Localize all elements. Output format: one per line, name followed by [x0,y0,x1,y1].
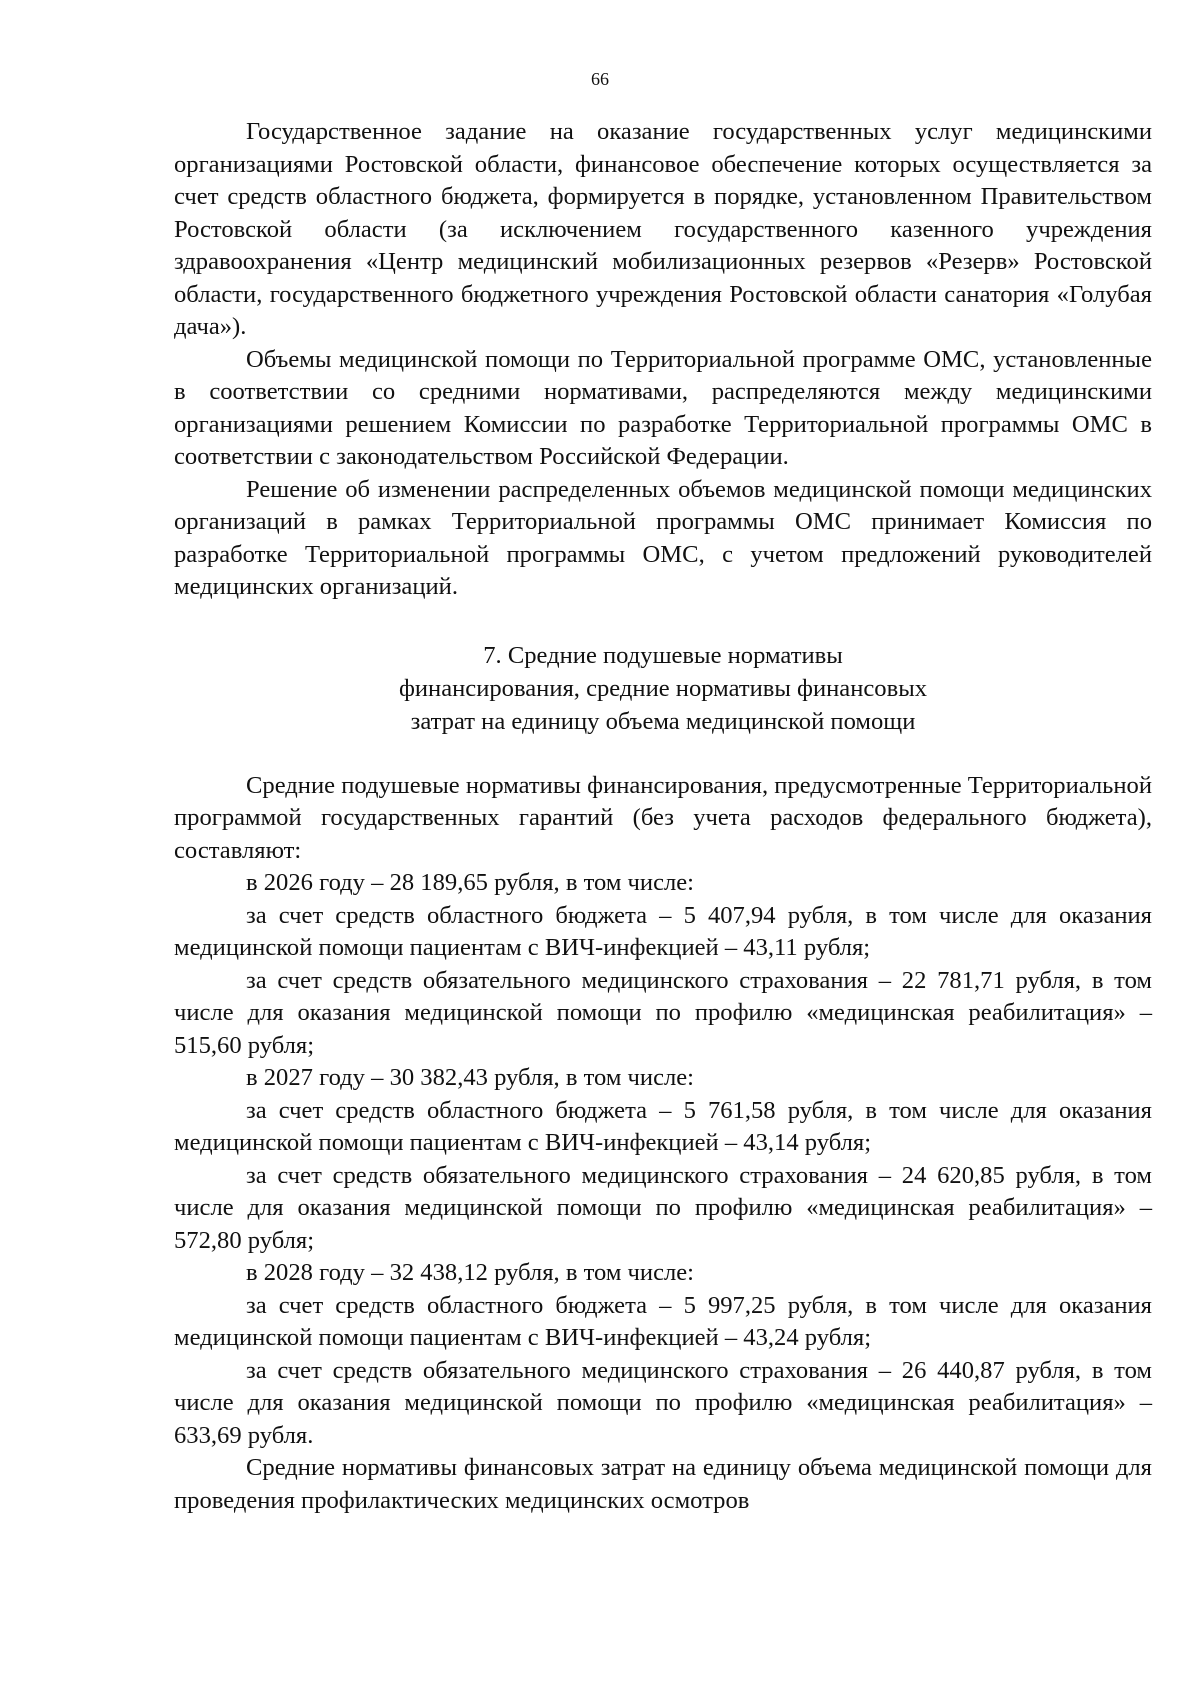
paragraph-2026-oms: за счет средств обязательного медицинского страхования – 22 781,71 рубля, в том числе для оказания медицинской помощи по профилю «медицинская реабилитация» – 515,60 рубля; [174,966,1152,1059]
paragraph-year-2028-total: в 2028 году – 32 438,12 рубля, в том числе: [246,1259,695,1286]
section-heading-line: финансирования, средние нормативы финансовых [398,674,928,702]
paragraph-2026-regional-budget: за счет средств областного бюджета – 5 407,94 рубля, в том числе для оказания медицинской помощи пациентам с ВИЧ-инфекцией – 43,11 рубля; [174,901,1152,961]
paragraph-per-capita-intro: Средние подушевые нормативы финансирования, предусмотренные Территориальной программой государственных гарантий (без учета расходов федерального бюджета), составляют: [174,771,1152,864]
paragraph-2027-oms: за счет средств обязательного медицинского страхования – 24 620,85 рубля, в том числе для оказания медицинской помощи по профилю «медицинская реабилитация» – 572,80 рубля; [174,1161,1152,1254]
section-heading-line: затрат на единицу объема медицинской помощи [410,707,916,735]
paragraph-year-2027-total: в 2027 году – 30 382,43 рубля, в том числе: [246,1064,695,1091]
paragraph-2027-regional-budget: за счет средств областного бюджета – 5 761,58 рубля, в том числе для оказания медицинской помощи пациентам с ВИЧ-инфекцией – 43,14 рубля; [174,1096,1152,1156]
paragraph-year-2026-total: в 2026 году – 28 189,65 рубля, в том числе: [246,869,695,896]
document-body [174,116,1152,1517]
paragraph-state-assignment: Государственное задание на оказание государственных услуг медицинскими организациями Ростовской области, финансовое обеспечение которых осуществляется за счет средств областного бюджета, формируется в порядке, установленном Правительством Ростовской области (за исключением государственного казенного учреждения здравоохранения «Центр медицинский мобилизационных резервов «Резерв» Ростовской области, государственного бюджетного учреждения Ростовской области санатория «Голубая дача»). [174,118,1152,340]
section-heading-line: 7. Средние подушевые нормативы [483,641,843,669]
section-heading [174,639,1152,738]
paragraph-unit-cost-norms: Средние нормативы финансовых затрат на единицу объема медицинской помощи для проведения профилактических медицинских осмотров [174,1454,1152,1514]
paragraph-2028-oms: за счет средств обязательного медицинского страхования – 26 440,87 рубля, в том числе для оказания медицинской помощи по профилю «медицинская реабилитация» – 633,69 рубля. [174,1356,1152,1449]
paragraph-2028-regional-budget: за счет средств областного бюджета – 5 997,25 рубля, в том числе для оказания медицинской помощи пациентам с ВИЧ-инфекцией – 43,24 рубля; [174,1291,1152,1351]
paragraph-care-volumes: Объемы медицинской помощи по Территориальной программе ОМС, установленные в соответствии со средними нормативами, распределяются между медицинскими организациями решением Комиссии по разработке Территориальной программы ОМС в соответствии с законодательством Российской Федерации. [174,345,1152,470]
page-number: 66 [591,69,609,89]
paragraph-volume-change-decision: Решение об изменении распределенных объемов медицинской помощи медицинских организаций в рамках Территориальной программы ОМС принимает Комиссия по разработке Территориальной программы ОМС, с учетом предложений руководителей медицинских организаций. [174,475,1152,600]
